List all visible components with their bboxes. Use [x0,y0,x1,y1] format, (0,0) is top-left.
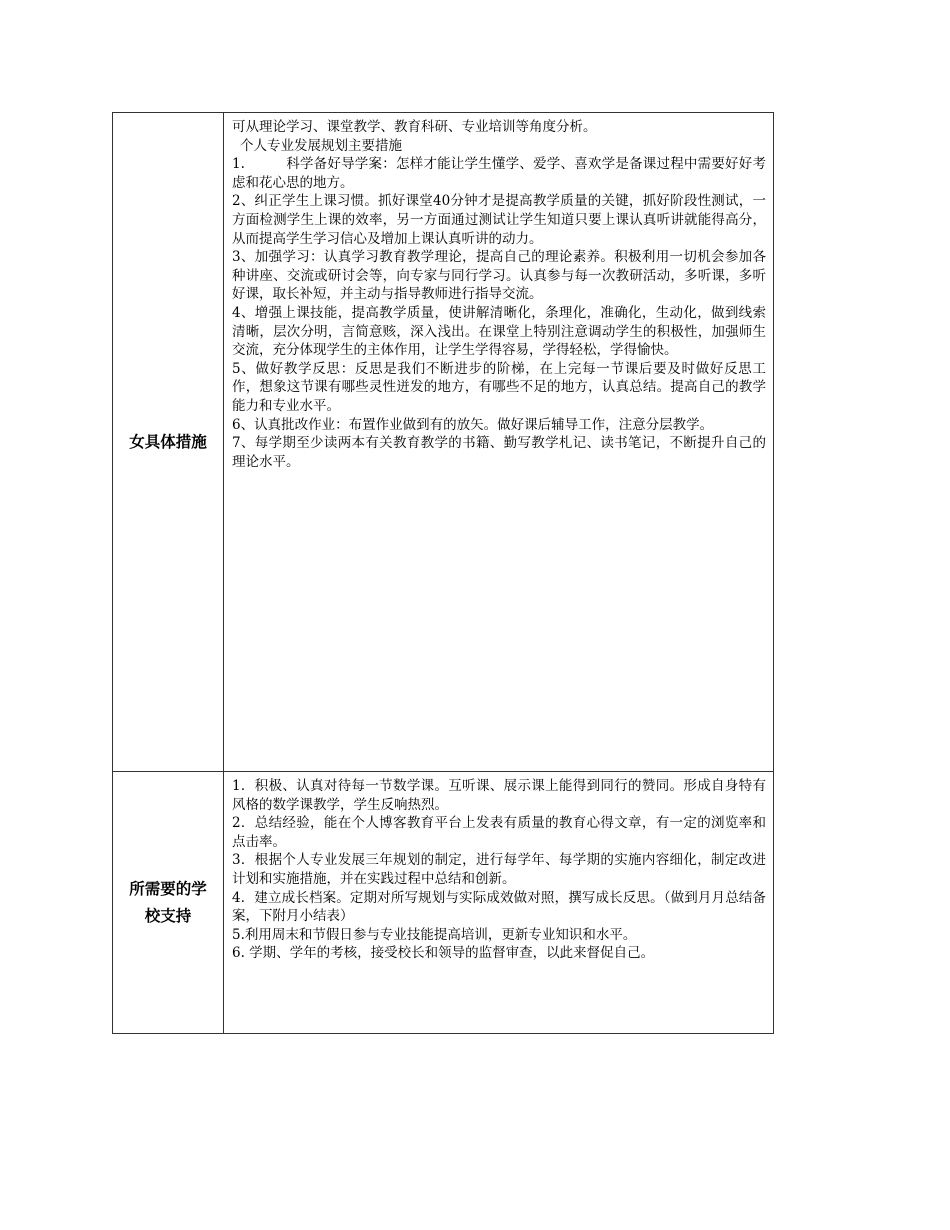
measures-subtitle: 个人专业发展规划主要措施 [240,137,402,154]
measures-label-cell [113,113,224,772]
support-item: 5.利用周末和节假日参与专业技能提高培训，更新专业知识和水平。 [232,926,637,943]
support-content-cell [224,772,774,1034]
support-item: 1．积极、认真对待每一节数学课。互听课、展示课上能得到同行的赞同。形成自身特有风格的数学课教学，学生反响热烈。 [232,778,766,813]
measure-item: 2、纠正学生上课习惯。抓好课堂40分钟才是提高教学质量的关键，抓好阶段性测试，一方面检测学生上课的效率，另一方面通过测试让学生知道只要上课认真听讲就能得高分，从而提高学生学习信心及增加上课认真听讲的动力。 [232,193,766,247]
measure-item: 7、每学期至少读两本有关教育教学的书籍、勤写教学札记、读书笔记，不断提升自己的理论水平。 [232,435,766,470]
measures-intro: 可从理论学习、课堂教学、教育科研、专业培训等角度分析。 [232,119,597,135]
measure-item: 4、增强上课技能，提高教学质量，使讲解清晰化，条理化，准确化，生动化，做到线索清晰，层次分明，言简意赅，深入浅出。在课堂上特别注意调动学生的积极性，加强师生交流，充分体现学生的主体作用，让学生学得容易，学得轻松，学得愉快。 [232,304,766,359]
measures-row [113,113,774,772]
support-label-line-2: 校支持 [144,906,192,925]
support-item: 3．根据个人专业发展三年规划的制定，进行每学年、每学期的实施内容细化，制定改进计划和实施措施，并在实践过程中总结和创新。 [232,852,766,887]
measure-item: 3、加强学习：认真学习教育教学理论，提高自己的理论素养。积极利用一切机会参加各种讲座、交流或研讨会等，向专家与同行学习。认真参与每一次教研活动，多听课，多听好课，取长补短，并主动与指导教师进行指导交流。 [232,249,766,303]
support-item: 4．建立成长档案。定期对所写规划与实际成效做对照，撰写成长反思。（做到月月总结备案，下附月小结表） [232,889,766,925]
support-label-cell [113,772,224,1034]
measures-content-cell [224,113,774,772]
support-row [113,772,774,1034]
support-item: 6. 学期、学年的考核，接受校长和领导的监督审查，以此来督促自己。 [232,945,655,962]
measures-label: 女具体措施 [129,432,207,451]
support-label-line-1: 所需要的学 [129,879,207,898]
measure-item: 5、做好教学反思：反思是我们不断进步的阶梯，在上完每一节课后要及时做好反思工作，想象这节课有哪些灵性迸发的地方，有哪些不足的地方，认真总结。提高自己的教学能力和专业水平。 [232,360,766,414]
measure-item: 1. 科学备好导学案：怎样才能让学生懂学、爱学、喜欢学是备课过程中需要好好考虑和花心思的地方。 [232,156,766,191]
plan-table [112,112,774,1034]
measure-item: 6、认真批改作业：布置作业做到有的放矢。做好课后辅导工作，注意分层教学。 [232,416,714,433]
support-item: 2．总结经验，能在个人博客教育平台上发表有质量的教育心得文章，有一定的浏览率和点击率。 [232,815,766,850]
